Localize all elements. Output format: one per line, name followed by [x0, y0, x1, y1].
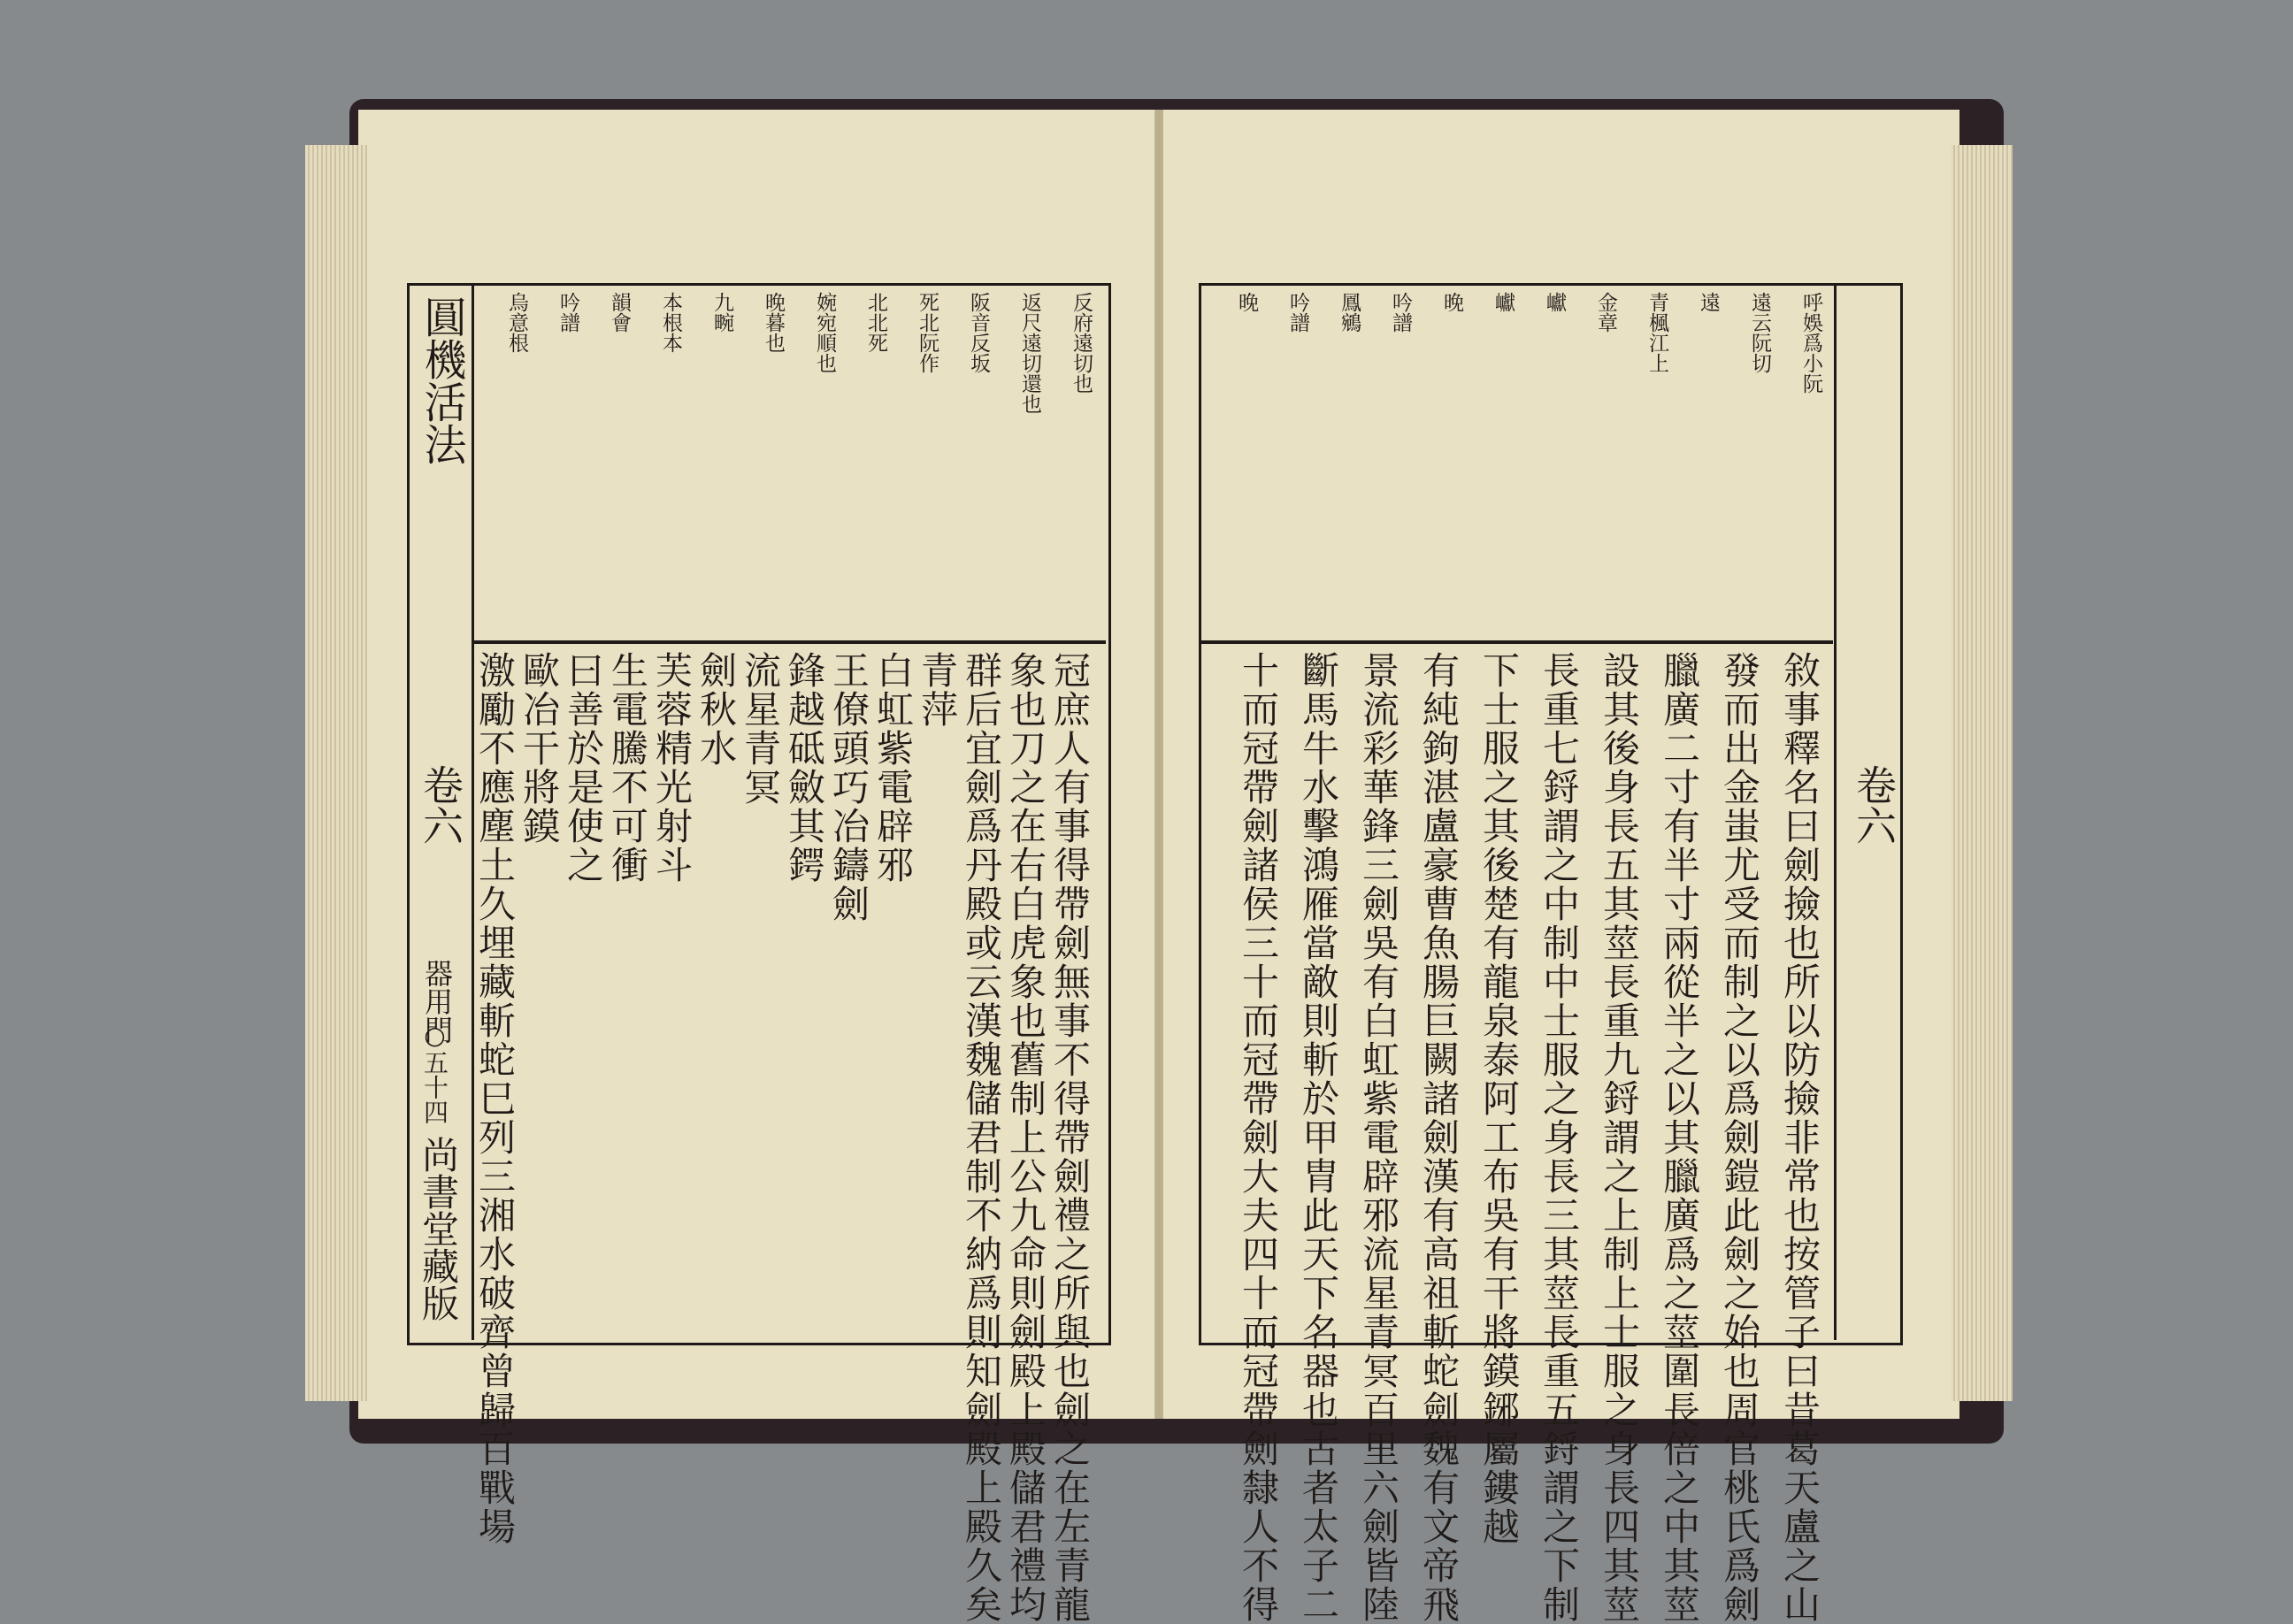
text-column: 反府遠切也 [1070, 292, 1093, 394]
left-margin-section: 器用門 [420, 959, 454, 1044]
text-column: 臘廣二寸有半寸兩從半之以其臘廣爲之莖圍長倍之中其莖 [1658, 651, 1701, 1624]
text-column: 巘 [1543, 292, 1566, 312]
text-column: 遠云阮切 [1748, 292, 1771, 373]
text-column: 烏意根 [505, 292, 528, 353]
left-margin-title: 圓機活法 [417, 295, 466, 465]
text-column: 生電騰不可衝 [606, 651, 649, 885]
text-column: 冠庶人有事得帶劍無事不得帶劍禮之所與也劍之在左青龍 [1048, 651, 1092, 1624]
text-column: 下士服之其後楚有龍泉泰阿工布吳有干將鏌鋣屬鏤越 [1477, 651, 1521, 1546]
left-upper-notes [478, 292, 1097, 632]
text-column: 韻會 [608, 292, 631, 333]
text-column: 鳳鵷 [1338, 292, 1361, 333]
text-column: 金章 [1594, 292, 1617, 333]
text-column: 吟譜 [1286, 292, 1309, 333]
right-upper-notes [1208, 292, 1827, 632]
text-column: 遠 [1697, 292, 1720, 312]
text-column: 群后宜劍爲丹殿或云漢魏儲君制不納爲則知劍殿上殿久矣 [960, 651, 1003, 1624]
text-column: 青萍 [916, 651, 959, 729]
text-column: 象也刀之在右白虎象也舊制上公九命則劍殿上殿儲君禮均 [1004, 651, 1047, 1624]
text-column: 本根本 [659, 292, 682, 353]
text-column: 流星青冥 [739, 651, 782, 807]
right-margin-rule [1834, 285, 1837, 1340]
text-column: 曰善於是使之 [562, 651, 605, 885]
text-column: 芙蓉精光射斗 [650, 651, 694, 885]
text-column: 吟譜 [1389, 292, 1412, 333]
text-column: 返尺遠切還也 [1018, 292, 1041, 414]
text-column: 婉宛順也 [813, 292, 836, 373]
text-column: 白虹紫電辟邪 [871, 651, 915, 885]
text-column: 王僚頭巧冶鑄劍 [827, 651, 870, 923]
text-column: 發而出金蚩尤受而制之以爲劍鎧此劍之始也周官桃氏爲劍 [1718, 651, 1761, 1624]
text-column: 敘事釋名曰劍撿也所以防撿非常也按管子曰昔葛天盧之山 [1778, 651, 1821, 1624]
book-spread [349, 99, 2004, 1624]
text-column: 鋒越砥斂其鍔 [783, 651, 826, 885]
left-section-divider [473, 640, 1106, 644]
text-column: 激勵不應塵土久埋藏斬蛇巳列三湘水破齊曾歸百戰場 [473, 651, 517, 1546]
text-column: 斷馬牛水擊鴻雁當敵則斬於甲胄此天下名器也古者太子二 [1297, 651, 1340, 1624]
text-column: 青楓江上 [1645, 292, 1668, 373]
text-column: 有純鉤湛盧豪曹魚腸巨闕諸劍漢有高祖斬蛇劍魏有文帝飛 [1417, 651, 1461, 1624]
text-column: 呼娛爲小阮 [1799, 292, 1822, 394]
right-lower-text [1208, 651, 1827, 1624]
text-column: 晚 [1440, 292, 1463, 312]
text-column: 十而冠帶劍諸侯三十而冠帶劍大夫四十而冠帶劍隸人不得 [1237, 651, 1280, 1624]
text-column: 九畹 [710, 292, 733, 333]
text-column: 歐冶干將鏌 [518, 651, 561, 846]
text-column: 死北阮作 [916, 292, 939, 373]
left-margin-folio: ○五十四 [420, 1021, 449, 1124]
text-column: 阪音反坂 [967, 292, 990, 373]
text-column: 景流彩華鋒三劍吳有白虹紫電辟邪流星青冥百里六劍皆陸 [1357, 651, 1400, 1624]
left-margin-chapter: 卷六 [417, 764, 464, 846]
left-lower-text [473, 651, 1097, 1624]
text-column: 吟譜 [556, 292, 579, 333]
right-section-divider [1200, 640, 1833, 644]
text-column: 設其後身長五其莖長重九鋝謂之上制上士服之身長四其莖 [1598, 651, 1641, 1624]
left-margin-publisher: 尚書堂藏版 [417, 1136, 460, 1321]
text-column: 晚 [1235, 292, 1258, 312]
text-column: 晚暮也 [762, 292, 785, 353]
left-page [358, 110, 1154, 1624]
text-column: 巘 [1492, 292, 1515, 312]
text-column: 北北死 [864, 292, 887, 353]
right-page [1163, 110, 1959, 1624]
left-page-edges [305, 145, 367, 1401]
text-column: 長重七鋝謂之中制中士服之身長三其莖長重五鋝謂之下制 [1538, 651, 1581, 1624]
right-page-edges [1951, 145, 2013, 1401]
right-margin-chapter: 卷六 [1850, 764, 1898, 846]
text-column: 劍秋水 [694, 651, 738, 768]
